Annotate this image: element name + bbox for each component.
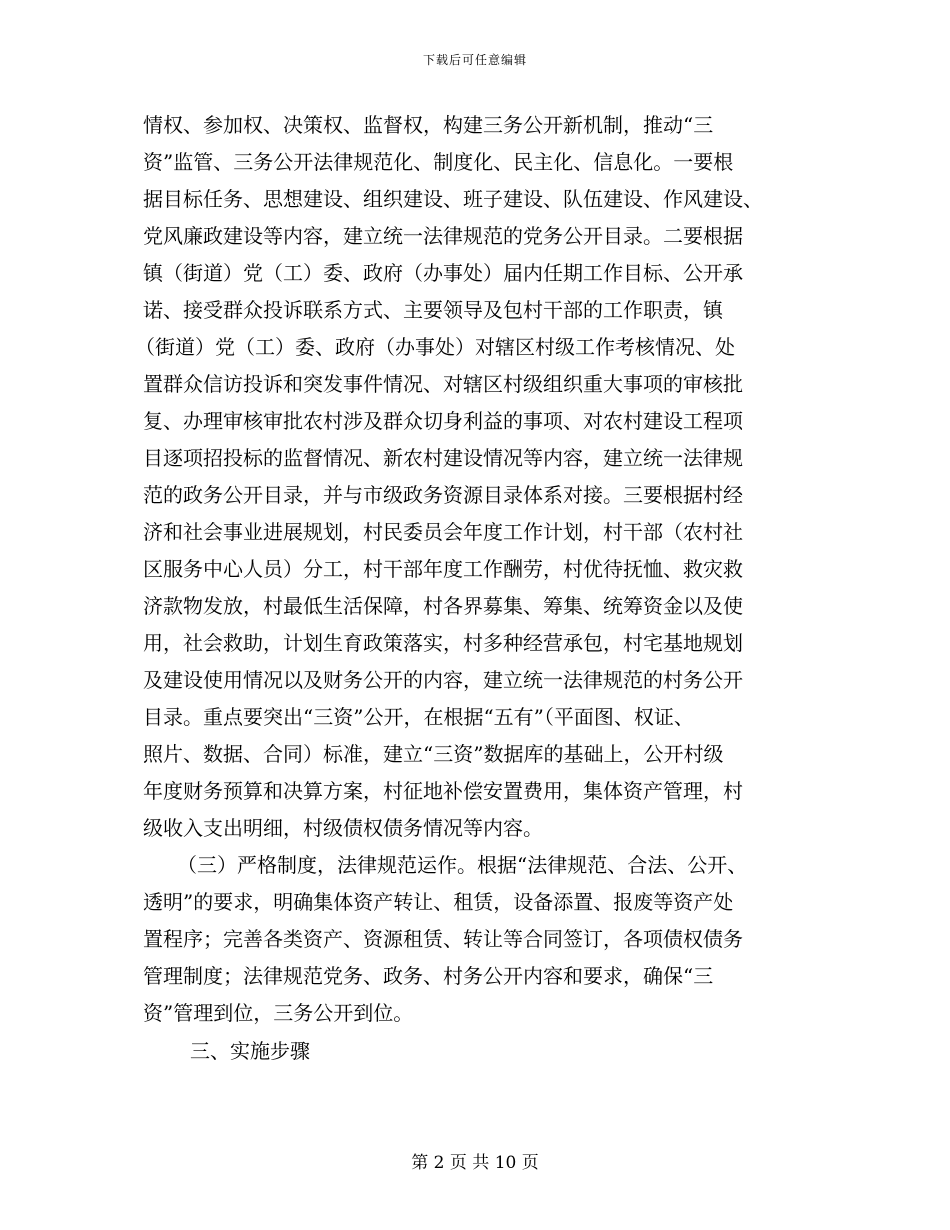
- text-line: 资”监管、三务公开法律规范化、制度化、民主化、信息化。一要根: [143, 150, 734, 174]
- text-line: 济款物发放，村最低生活保障，村各界募集、筹集、统筹资金以及使: [143, 594, 743, 618]
- text-line: 目逐项招投标的监督情况、新农村建设情况等内容，建立统一法律规: [143, 446, 743, 470]
- text-line: 镇（街道）党（工）委、政府（办事处）届内任期工作目标、公开承: [143, 261, 743, 285]
- text-line: （街道）党（工）委、政府（办事处）对辖区村级工作考核情况、处: [135, 335, 735, 359]
- text-line: 用，社会救助，计划生育政策落实，村多种经营承包，村宅基地规划: [143, 631, 743, 655]
- text-line: 级收入支出明细，村级债权债务情况等内容。: [143, 816, 543, 840]
- paragraph-heading-line: （三）严格制度，法律规范运作。根据“法律规范、合法、公开、: [177, 853, 748, 877]
- text-line: 置群众信访投诉和突发事件情况、对辖区村级组织重大事项的审核批: [143, 372, 743, 396]
- text-line: 照片、数据、合同）标准，建立“三资”数据库的基础上，公开村级: [143, 742, 724, 766]
- text-line: 资”管理到位，三务公开到位。: [143, 1001, 414, 1025]
- text-line: 置程序；完善各类资产、资源租赁、转让等合同签订，各项债权债务: [143, 927, 743, 951]
- text-line: 据目标任务、思想建设、组织建设、班子建设、队伍建设、作风建设、: [143, 187, 763, 211]
- page-number-footer: 第 2 页 共 10 页: [411, 1153, 539, 1173]
- text-line: 复、办理审核审批农村涉及群众切身利益的事项、对农村建设工程项: [143, 409, 743, 433]
- page-header: 下载后可任意编辑: [422, 53, 527, 67]
- text-line: 及建设使用情况以及财务公开的内容，建立统一法律规范的村务公开: [143, 668, 743, 692]
- text-line: 年度财务预算和决算方案，村征地补偿安置费用，集体资产管理，村: [143, 779, 743, 803]
- text-line: 范的政务公开目录，并与市级政务资源目录体系对接。三要根据村经: [143, 483, 743, 507]
- text-line: 目录。重点要突出“三资”公开，在根据“五有”（平面图、权证、: [143, 705, 694, 729]
- text-line: 济和社会事业进展规划，村民委员会年度工作计划，村干部（农村社: [143, 520, 743, 544]
- text-line: 管理制度；法律规范党务、政务、村务公开内容和要求，确保“三: [143, 964, 714, 988]
- text-line: 党风廉政建设等内容，建立统一法律规范的党务公开目录。二要根据: [143, 224, 743, 248]
- text-line: 透明”的要求，明确集体资产转让、租赁，设备添置、报废等资产处: [143, 890, 734, 914]
- section-heading: 三、实施步骤: [190, 1039, 310, 1063]
- text-line: 情权、参加权、决策权、监督权，构建三务公开新机制，推动“三: [143, 113, 714, 137]
- text-line: 诺、接受群众投诉联系方式、主要领导及包村干部的工作职责，镇: [143, 298, 723, 322]
- text-line: 区服务中心人员）分工，村干部年度工作酬劳，村优待抚恤、救灾救: [143, 557, 743, 581]
